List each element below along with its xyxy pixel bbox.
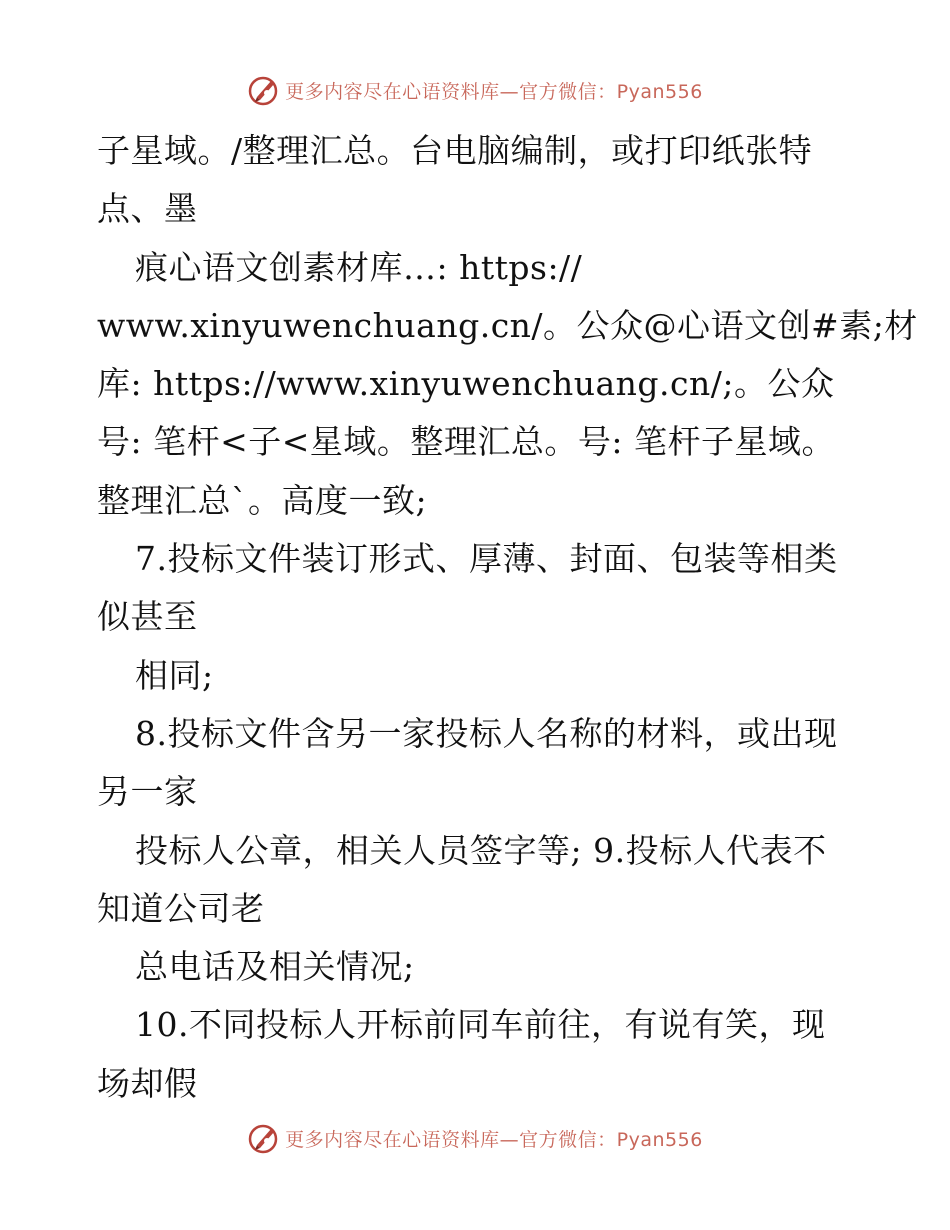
text-line-5: 库: https://www.xinyuwenchuang.cn/;。公众 bbox=[97, 364, 835, 404]
text-line-3: 痕心语文创素材库…: https:// bbox=[135, 247, 583, 287]
text-line-7: 整理汇总`。高度一致; bbox=[97, 480, 428, 520]
footer-watermark-text: 更多内容尽在心语资料库—官方微信：Pyan556 bbox=[285, 1128, 703, 1151]
text-line-13: 投标人公章，相关人员签字等; 9.投标人代表不 bbox=[135, 830, 827, 870]
document-body bbox=[97, 122, 918, 1113]
text-line-15: 总电话及相关情况; bbox=[135, 947, 415, 987]
text-line-8: 7.投标文件装订形式、厚薄、封面、包装等相类 bbox=[135, 539, 838, 579]
text-line-14: 知道公司老 bbox=[97, 888, 265, 928]
header-watermark bbox=[0, 70, 950, 110]
pen-logo-icon bbox=[247, 73, 281, 107]
text-line-12: 另一家 bbox=[97, 772, 198, 812]
text-line-4: www.xinyuwenchuang.cn/。公众@心语文创#素;材 bbox=[97, 305, 918, 345]
text-line-16: 10.不同投标人开标前同车前往，有说有笑，现 bbox=[135, 1005, 826, 1045]
text-line-11: 8.投标文件含另一家投标人名称的材料，或出现 bbox=[135, 713, 838, 753]
text-line-1: 子星域。/整理汇总。台电脑编制，或打印纸张特 bbox=[97, 131, 813, 170]
pen-logo-icon bbox=[247, 1121, 281, 1155]
text-line-6: 号: 笔杆<子<星域。整理汇总。号: 笔杆子星域。 bbox=[97, 422, 836, 462]
text-line-10: 相同; bbox=[135, 655, 214, 695]
text-line-9: 似甚至 bbox=[97, 597, 198, 637]
text-line-17: 场却假 bbox=[97, 1063, 198, 1103]
header-watermark-text: 更多内容尽在心语资料库—官方微信：Pyan556 bbox=[285, 80, 703, 103]
footer-watermark bbox=[0, 1118, 950, 1158]
text-line-2: 点、墨 bbox=[97, 189, 198, 229]
